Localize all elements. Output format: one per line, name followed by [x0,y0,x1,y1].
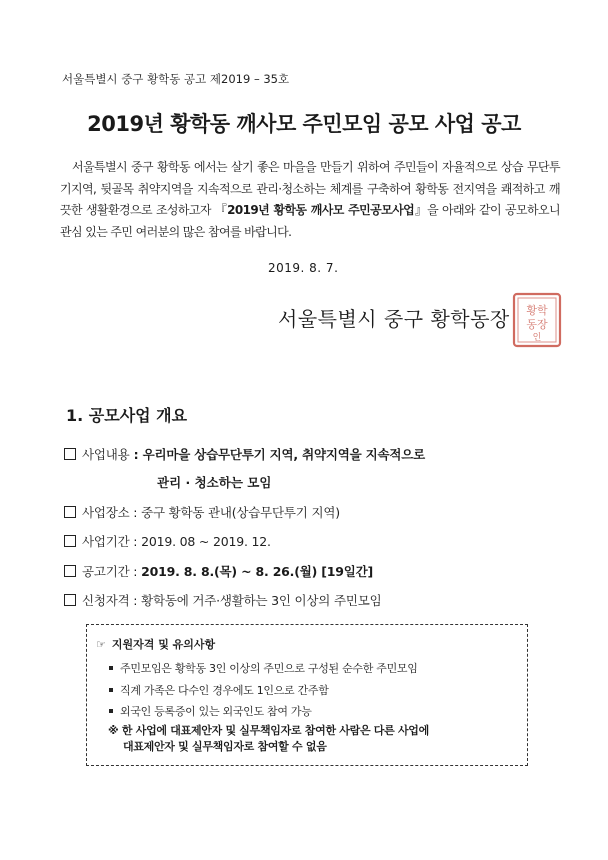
section-title: 1. 공모사업 개요 [66,406,188,425]
requirement-note-line1: ※ 한 사업에 대표제안자 및 실무책임자로 참여한 사람은 다른 사업에 [108,724,429,737]
notice-number: 서울특별시 중구 황학동 공고 제2019 – 35호 [62,72,290,86]
bullet-icon [109,688,113,692]
requirement-item: 직계 가족은 다수인 경우에도 1인으로 간주함 [109,682,329,698]
body-text-part2: 』을 아래와 같이 공모하오니 관심 있는 주민 여러분의 많은 참여를 바랍니다. [60,203,560,239]
overview-item-eligibility: 신청자격 : 황학동에 거주·생활하는 3인 이상의 주민모임 [64,591,381,609]
page-title: 2019년 황학동 깨사모 주민모임 공모 사업 공고 [87,112,521,136]
overview-item-period: 사업기간 : 2019. 08 ~ 2019. 12. [64,532,271,550]
overview-item-location: 사업장소 : 중구 황학동 관내(상습무단투기 지역) [64,503,340,521]
requirements-title: ☞ 지원자격 및 유의사항 [96,638,216,651]
bullet-icon [109,666,113,670]
body-text-bold: 2019년 황학동 깨사모 주민공모사업 [227,203,415,217]
bullet-icon [109,709,113,713]
svg-text:동장: 동장 [526,318,548,331]
svg-text:인: 인 [532,333,542,343]
issuer-name: 서울특별시 중구 황학동장 [278,307,510,331]
pointing-hand-icon: ☞ [96,638,106,651]
checkbox-icon [64,594,76,606]
overview-item-notice-period: 공고기간 : 2019. 8. 8.(목) ~ 8. 26.(월) [19일간] [64,562,373,580]
svg-text:황학: 황학 [526,304,548,317]
overview-item-content: 사업내용 : 우리마을 상습무단투기 지역, 취약지역을 지속적으로 [64,445,425,463]
requirement-item: 외국인 등록증이 있는 외국인도 참여 가능 [109,703,312,719]
checkbox-icon [64,506,76,518]
official-seal-stamp [512,292,562,348]
announcement-body [60,157,560,243]
checkbox-icon [64,535,76,547]
checkbox-icon [64,448,76,460]
requirement-item: 주민모임은 황학동 3인 이상의 주민으로 구성된 순수한 주민모임 [109,660,418,676]
overview-item-content-continuation: 관리 · 청소하는 모임 [157,475,272,490]
requirement-note-line2: 대표제안자 및 실무책임자로 참여할 수 없음 [123,740,327,753]
announcement-date: 2019. 8. 7. [268,261,339,275]
checkbox-icon [64,565,76,577]
body-text-part1: 서울특별시 중구 황학동 에서는 살기 좋은 마을을 만들기 위하여 주민들이 자율적으로 상습 무단투기지역, 뒷골목 취약지역을 지속적으로 관리·청소하는 체계를 구축하여 황학동 전지역을 쾌적하고 깨끗한 생활환경으로 조성하고자 『 [60,160,560,217]
